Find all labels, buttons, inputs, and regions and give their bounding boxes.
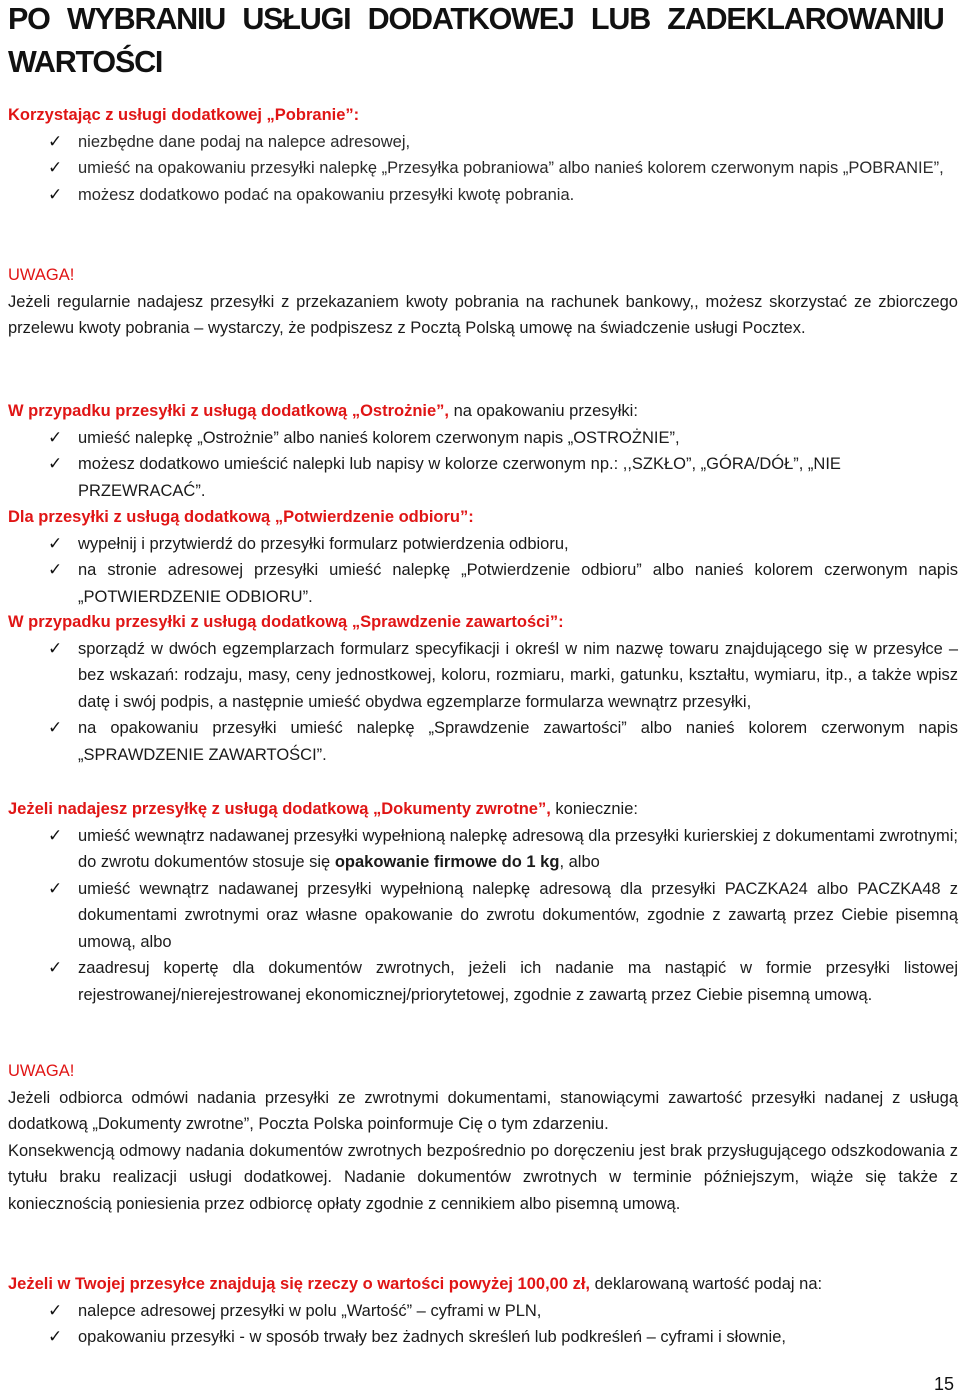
- list-item-text: nalepce adresowej przesyłki w polu „Wartość” – cyframi w PLN,: [78, 1301, 542, 1320]
- wartosc-list: [8, 1298, 958, 1351]
- section-heading-wartosc: [8, 1271, 958, 1298]
- warning-text: Konsekwencją odmowy nadania dokumentów zwrotnych bezpośrednio po doręczeniu jest brak przysługującego odszkodowania z tytułu braku realizacji usługi dodatkowej. Nadanie dokumentów zwrotnych w terminie późniejszym, wiąże się także z koniecznością poniesienia przez odbiorcę opłaty zgodnie z cennikiem albo pisemną umową.: [8, 1141, 958, 1213]
- list-item: [8, 425, 958, 452]
- section-heading-ostroznie: [8, 398, 958, 425]
- list-item: [8, 451, 958, 504]
- dokumenty-list: [8, 823, 958, 1009]
- list-item-text: na opakowaniu przesyłki umieść nalepkę „Sprawdzenie zawartości” albo nanieś kolorem czerwonym napis „SPRAWDZENIE ZAWARTOŚCI”.: [78, 719, 958, 764]
- check-icon: ✓: [48, 1300, 63, 1321]
- list-item-bold: opakowanie firmowe do 1 kg: [334, 853, 560, 871]
- heading-emphasis: Jeżeli nadajesz przesyłkę z usługą dodatkową „Dokumenty zwrotne”,: [8, 800, 551, 818]
- list-item: [8, 1298, 958, 1325]
- check-icon: ✓: [48, 533, 63, 554]
- ostroznie-list: [8, 425, 958, 505]
- check-icon: ✓: [48, 1327, 63, 1347]
- list-item: [8, 823, 958, 876]
- check-icon: ✓: [48, 454, 63, 474]
- list-item: [8, 715, 958, 768]
- warning-pobranie: [8, 262, 958, 342]
- heading-emphasis: W przypadku przesyłki z usługą dodatkową „Ostrożnie”,: [8, 402, 449, 420]
- heading-emphasis: Jeżeli w Twojej przesyłce znajdują się rzeczy o wartości powyżej 100,00 zł,: [8, 1275, 591, 1293]
- list-item-text: umieść nalepkę „Ostrożnie” albo nanieś kolorem czerwonym napis „OSTROŻNIE”,: [78, 428, 680, 447]
- list-item-text: niezbędne dane podaj na nalepce adresowej,: [78, 132, 411, 151]
- section-pobranie: [8, 102, 958, 208]
- list-item: [8, 182, 958, 209]
- section-heading-dokumenty: [8, 796, 958, 823]
- warning-text: Jeżeli odbiorca odmówi nadania przesyłki ze zwrotnymi dokumentami, stanowiącymi zawartość przesyłki nadanej z usługą dodatkową „Dokumenty zwrotne”, Poczta Polska poinformuje Cię o tym zdarzeniu.: [8, 1088, 958, 1133]
- section-sprawdzenie: [8, 609, 958, 768]
- section-heading-potwierdzenie: Dla przesyłki z usługą dodatkową „Potwierdzenie odbioru”:: [8, 508, 474, 526]
- list-item: [8, 876, 958, 956]
- list-item-text: zaadresuj kopertę dla dokumentów zwrotnych, jeżeli ich nadanie ma nastąpić w formie przesyłki listowej rejestrowanej/nierejestrowanej ekonomicznej/priorytetowej, zgodnie z zawartą przez Ciebie pisemną umową.: [78, 959, 958, 1004]
- sprawdzenie-list: [8, 636, 958, 769]
- warning-label: UWAGA!: [8, 1062, 75, 1080]
- heading-rest: koniecznie:: [550, 800, 638, 818]
- section-wartosc: [8, 1271, 958, 1351]
- list-item-text: umieść wewnątrz nadawanej przesyłki wypełnioną nalepkę adresową dla przesyłki kurierskiej z dokumentami zwrotnymi; do zwrotu dokumentów stosuje się: [78, 826, 958, 871]
- check-icon: ✓: [48, 958, 63, 978]
- potwierdzenie-list: [8, 531, 958, 611]
- check-icon: ✓: [48, 825, 63, 846]
- list-item-text: możesz dodatkowo podać na opakowaniu przesyłki kwotę pobrania.: [78, 185, 575, 204]
- list-item-text: możesz dodatkowo umieścić nalepki lub napisy w kolorze czerwonym np.: ,,SZKŁO”, „GÓRA/DÓŁ”, „NIE PRZEWRACAĆ”.: [78, 455, 841, 500]
- list-item-text: na stronie adresowej przesyłki umieść nalepkę „Potwierdzenie odbioru” albo nanieś kolorem czerwonym napis „POTWIERDZENIE ODBIORU”.: [78, 561, 958, 606]
- warning-text: Jeżeli regularnie nadajesz przesyłki z przekazaniem kwoty pobrania na rachunek bankowy,, możesz skorzystać ze zbiorczego przelewu kwoty pobrania – wystarczy, że podpiszesz z Pocztą Polską umowę na świadczenie usługi Pocztex.: [8, 292, 958, 337]
- heading-rest: na opakowaniu przesyłki:: [449, 402, 638, 420]
- list-item: [8, 636, 958, 716]
- section-dokumenty: [8, 796, 958, 1008]
- page-number: 15: [933, 1374, 954, 1394]
- check-icon: ✓: [48, 158, 63, 178]
- check-icon: ✓: [48, 718, 63, 738]
- pobranie-list: [8, 129, 958, 209]
- check-icon: ✓: [48, 184, 63, 205]
- check-icon: ✓: [48, 878, 63, 899]
- list-item-text: umieść wewnątrz nadawanej przesyłki wypełnioną nalepkę adresową dla przesyłki PACZKA24 albo PACZKA48 z dokumentami zwrotnymi oraz własne opakowanie do zwrotu dokumentów, zgodnie z zawartą przez Ciebie pisemną umową, albo: [78, 879, 958, 951]
- list-item: [8, 1324, 958, 1351]
- list-item: [8, 531, 958, 558]
- check-icon: ✓: [48, 131, 63, 152]
- list-item-text: umieść na opakowaniu przesyłki nalepkę „Przesyłka pobraniowa” albo nanieś kolorem czerwonym napis „POBRANIE”,: [78, 159, 944, 177]
- heading-rest: deklarowaną wartość podaj na:: [590, 1275, 823, 1293]
- check-icon: ✓: [48, 560, 63, 580]
- warning-dokumenty: [8, 1058, 958, 1217]
- page-title: PO WYBRANIU USŁUGI DODATKOWEJ LUB ZADEKLAROWANIU WARTOŚCI: [8, 2, 944, 79]
- list-item-text: sporządź w dwóch egzemplarzach formularz specyfikacji i określ w nim nazwę towaru znajdującego się w przesyłce – bez wskazań: rodzaju, masy, ceny jednostkowej, koloru, rozmiaru, marki, gatunku, kształtu, wymiaru, itp., a także wpisz datę i swój podpis, a następnie umieść obydwa egzemplarze formularza wewnątrz przesyłki,: [78, 639, 958, 711]
- list-item: [8, 955, 958, 1008]
- section-heading-pobranie: Korzystając z usługi dodatkowej „Pobranie”:: [8, 106, 360, 124]
- check-icon: ✓: [48, 638, 63, 659]
- list-item-text: wypełnij i przytwierdź do przesyłki formularz potwierdzenia odbioru,: [78, 534, 569, 553]
- section-heading-sprawdzenie: W przypadku przesyłki z usługą dodatkową „Sprawdzenie zawartości”:: [8, 613, 564, 631]
- list-item: [8, 155, 958, 182]
- warning-label: UWAGA!: [8, 266, 75, 284]
- list-item-text: , albo: [559, 853, 600, 871]
- list-item: [8, 557, 958, 610]
- list-item: [8, 129, 958, 156]
- list-item-text: opakowaniu przesyłki - w sposób trwały bez żadnych skreśleń lub podkreśleń – cyframi i słownie,: [78, 1328, 786, 1346]
- section-ostroznie: [8, 398, 958, 504]
- section-potwierdzenie: [8, 504, 958, 610]
- check-icon: ✓: [48, 427, 63, 448]
